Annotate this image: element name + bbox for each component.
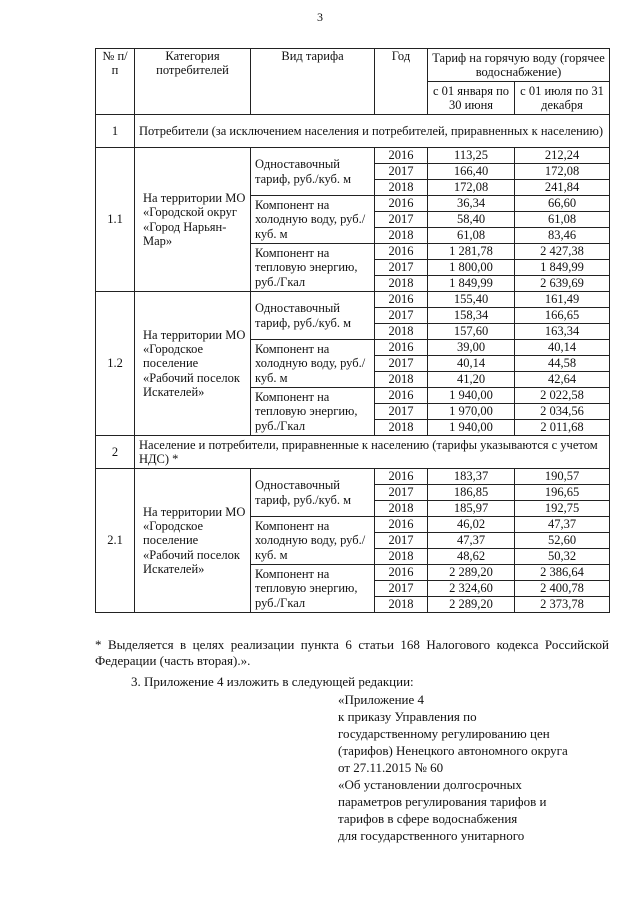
tariff-value-h2: 196,65 (515, 485, 610, 501)
tariff-type: Компонент на тепловую энергию, руб./Гкал (251, 244, 375, 292)
year-cell: 2017 (375, 533, 428, 549)
section-number: 1 (96, 115, 135, 148)
tariff-value-h2: 2 639,69 (515, 276, 610, 292)
row-number: 1.1 (96, 148, 135, 292)
tariff-value-h2: 50,32 (515, 549, 610, 565)
instruction-text: 3. Приложение 4 изложить в следующей редакции: (131, 674, 414, 689)
appendix-line: «Приложение 4 (338, 692, 425, 707)
tariff-value-h2: 192,75 (515, 501, 610, 517)
tariff-value-h1: 1 281,78 (428, 244, 515, 260)
tariff-value-h2: 172,08 (515, 164, 610, 180)
tariff-value-h1: 39,00 (428, 340, 515, 356)
tariff-value-h1: 47,37 (428, 533, 515, 549)
year-cell: 2016 (375, 196, 428, 212)
year-cell: 2017 (375, 581, 428, 597)
year-cell: 2016 (375, 565, 428, 581)
tariff-value-h2: 2 034,56 (515, 404, 610, 420)
tariff-value-h1: 46,02 (428, 517, 515, 533)
header-period-1: с 01 января по 30 июня (428, 82, 515, 115)
tariff-value-h1: 1 940,00 (428, 420, 515, 436)
table-row (96, 469, 610, 485)
tariff-value-h1: 155,40 (428, 292, 515, 308)
tariff-value-h2: 161,49 (515, 292, 610, 308)
year-cell: 2017 (375, 308, 428, 324)
appendix-line: параметров регулирования тарифов и (338, 794, 547, 809)
tariff-value-h1: 157,60 (428, 324, 515, 340)
tariff-value-h1: 183,37 (428, 469, 515, 485)
year-cell: 2018 (375, 597, 428, 613)
tariff-value-h1: 40,14 (428, 356, 515, 372)
tariff-value-h2: 47,37 (515, 517, 610, 533)
consumer-category: На территории МО «Городское поселение «Рабочий поселок Искателей» (135, 292, 251, 436)
tariff-type: Одноставочный тариф, руб./куб. м (251, 292, 375, 340)
year-cell: 2016 (375, 469, 428, 485)
tariff-value-h1: 36,34 (428, 196, 515, 212)
year-cell: 2016 (375, 292, 428, 308)
appendix-line: к приказу Управления по (338, 709, 477, 724)
tariff-value-h2: 61,08 (515, 212, 610, 228)
header-num: № п/п (96, 49, 135, 115)
year-cell: 2018 (375, 180, 428, 196)
tariff-value-h2: 190,57 (515, 469, 610, 485)
year-cell: 2016 (375, 340, 428, 356)
tariff-value-h2: 66,60 (515, 196, 610, 212)
section-title: Потребители (за исключением населения и потребителей, приравненных к населению) (135, 115, 610, 148)
tariff-value-h1: 1 800,00 (428, 260, 515, 276)
tariff-type: Компонент на тепловую энергию, руб./Гкал (251, 565, 375, 613)
tariff-value-h1: 158,34 (428, 308, 515, 324)
year-cell: 2016 (375, 517, 428, 533)
appendix-line: государственному регулированию цен (338, 726, 550, 741)
tariff-value-h2: 212,24 (515, 148, 610, 164)
appendix-line: тарифов в сфере водоснабжения (338, 811, 518, 826)
tariff-type: Компонент на тепловую энергию, руб./Гкал (251, 388, 375, 436)
year-cell: 2018 (375, 372, 428, 388)
year-cell: 2018 (375, 549, 428, 565)
tariff-value-h2: 2 022,58 (515, 388, 610, 404)
tariff-value-h2: 1 849,99 (515, 260, 610, 276)
tariff-value-h1: 61,08 (428, 228, 515, 244)
year-cell: 2018 (375, 276, 428, 292)
tariff-value-h2: 42,64 (515, 372, 610, 388)
section-number: 2 (96, 436, 135, 469)
section-title: Население и потребители, приравненные к населению (тарифы указываются с учетом НДС) * (135, 436, 610, 469)
year-cell: 2017 (375, 404, 428, 420)
tariff-table (95, 48, 610, 613)
appendix-line: (тарифов) Ненецкого автономного округа (338, 743, 568, 758)
tariff-value-h2: 163,34 (515, 324, 610, 340)
page-number: 3 (317, 10, 323, 24)
header-hot-water: Тариф на горячую воду (горячее водоснабжение) (428, 49, 610, 82)
table-header-row (96, 49, 610, 82)
year-cell: 2018 (375, 501, 428, 517)
tariff-value-h1: 185,97 (428, 501, 515, 517)
tariff-type: Компонент на холодную воду, руб./куб. м (251, 517, 375, 565)
consumer-category: На территории МО «Городское поселение «Рабочий поселок Искателей» (135, 469, 251, 613)
year-cell: 2018 (375, 228, 428, 244)
tariff-type: Компонент на холодную воду, руб./куб. м (251, 340, 375, 388)
tariff-value-h1: 166,40 (428, 164, 515, 180)
header-year: Год (375, 49, 428, 115)
header-period-2: с 01 июля по 31 декабря (515, 82, 610, 115)
year-cell: 2017 (375, 212, 428, 228)
appendix-line: «Об установлении долгосрочных (338, 777, 522, 792)
appendix-line: для государственного унитарного (338, 828, 525, 843)
tariff-type: Одноставочный тариф, руб./куб. м (251, 469, 375, 517)
tariff-value-h2: 2 373,78 (515, 597, 610, 613)
tariff-type: Одноставочный тариф, руб./куб. м (251, 148, 375, 196)
tariff-type: Компонент на холодную воду, руб./куб. м (251, 196, 375, 244)
tariff-value-h2: 2 386,64 (515, 565, 610, 581)
tariff-value-h2: 44,58 (515, 356, 610, 372)
tariff-value-h1: 2 289,20 (428, 565, 515, 581)
row-number: 1.2 (96, 292, 135, 436)
appendix-line: от 27.11.2015 № 60 (338, 760, 444, 775)
year-cell: 2016 (375, 244, 428, 260)
tariff-value-h1: 41,20 (428, 372, 515, 388)
year-cell: 2018 (375, 420, 428, 436)
tariff-value-h2: 2 011,68 (515, 420, 610, 436)
tariff-value-h2: 52,60 (515, 533, 610, 549)
table-row (96, 148, 610, 164)
tariff-value-h1: 2 289,20 (428, 597, 515, 613)
tariff-value-h1: 1 849,99 (428, 276, 515, 292)
year-cell: 2017 (375, 260, 428, 276)
tariff-value-h1: 1 970,00 (428, 404, 515, 420)
tariff-value-h1: 58,40 (428, 212, 515, 228)
header-category: Категория потребителей (135, 49, 251, 115)
appendix-heading (338, 691, 608, 844)
year-cell: 2018 (375, 324, 428, 340)
table-row (96, 292, 610, 308)
section-row (96, 436, 610, 469)
tariff-value-h1: 48,62 (428, 549, 515, 565)
tariff-value-h1: 1 940,00 (428, 388, 515, 404)
year-cell: 2016 (375, 388, 428, 404)
tariff-value-h1: 2 324,60 (428, 581, 515, 597)
tariff-value-h1: 113,25 (428, 148, 515, 164)
year-cell: 2016 (375, 148, 428, 164)
consumer-category: На территории МО «Городской округ «Город Нарьян-Мар» (135, 148, 251, 292)
row-number: 2.1 (96, 469, 135, 613)
tariff-value-h2: 241,84 (515, 180, 610, 196)
tariff-value-h2: 2 400,78 (515, 581, 610, 597)
year-cell: 2017 (375, 164, 428, 180)
tariff-value-h2: 2 427,38 (515, 244, 610, 260)
tariff-value-h2: 166,65 (515, 308, 610, 324)
year-cell: 2017 (375, 356, 428, 372)
footnote: * Выделяется в целях реализации пункта 6 статьи 168 Налогового кодекса Российской Федерации (часть вторая).». (95, 637, 609, 668)
tariff-value-h2: 83,46 (515, 228, 610, 244)
tariff-value-h1: 186,85 (428, 485, 515, 501)
section-row (96, 115, 610, 148)
tariff-value-h1: 172,08 (428, 180, 515, 196)
header-tariff-type: Вид тарифа (251, 49, 375, 115)
year-cell: 2017 (375, 485, 428, 501)
tariff-value-h2: 40,14 (515, 340, 610, 356)
